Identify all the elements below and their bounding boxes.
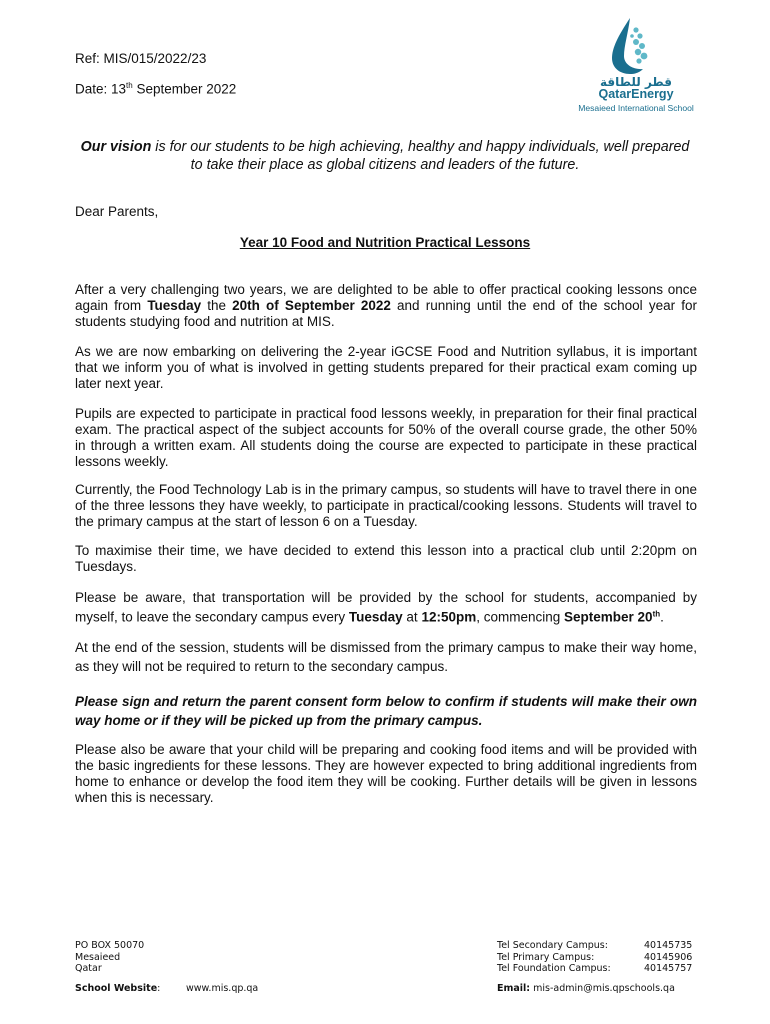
address-line: Mesaieed (75, 951, 121, 963)
vision-statement (75, 138, 695, 174)
phone-number: 40145735 (644, 940, 693, 951)
p1-text-d: and running until the end of the school year for students studying food and nutrition at MIS. (75, 298, 697, 329)
p1-text-a: After a very challenging two years, we are delighted to be able to offer practical cooking lessons once again from (75, 282, 697, 313)
paragraph-ingredients: Please also be aware that your child will be preparing and cooking food items and will be provided with the basic ingredients for these lessons. They are however expected to bring additional ingredients from home to enhance or develop the food item they will be cooking. Further details will be given in lessons when this is necessary. (75, 742, 697, 805)
footer-website-link[interactable]: www.mis.qp.qa (186, 983, 259, 994)
paragraph-club: To maximise their time, we have decided to extend this lesson into a practical club until 2:20pm on Tuesdays. (75, 543, 697, 574)
footer-address (75, 940, 144, 975)
p1-bold-date: 20th of September 2022 (232, 298, 391, 313)
vision-lead: Our vision (80, 139, 152, 155)
p6-superscript: th (652, 609, 661, 618)
phone-number: 40145906 (644, 951, 693, 963)
email-label: Email: (497, 983, 531, 994)
logo-arabic-text: قطر للطاقة (600, 75, 672, 89)
address-line: PO BOX 50070 (75, 940, 145, 951)
p6-text-e: . (660, 609, 664, 625)
phone-label: Tel Foundation Campus: (497, 963, 611, 974)
p6-bold-day: Tuesday (348, 609, 403, 625)
p6-text-a: Please be aware, that transportation will be provided by the school for students, accompanied by myself, to leave the secondary campus every (75, 590, 697, 625)
paragraph-intro (75, 282, 697, 330)
phone-label: Tel Secondary Campus: (497, 940, 608, 951)
letter-title: Year 10 Food and Nutrition Practical Lessons (239, 235, 531, 250)
p6-bold-date: September 20 (564, 609, 653, 625)
address-line: Qatar (75, 963, 102, 974)
reference-number: Ref: MIS/015/2022/23 (75, 51, 207, 66)
p1-bold-day: Tuesday (147, 298, 202, 313)
paragraph-transport (75, 590, 697, 626)
p6-text-c: at (402, 609, 422, 625)
logo-brand-text: QatarEnergy (598, 87, 674, 101)
email-link[interactable]: mis-admin@mis.qpschools.qa (533, 983, 675, 994)
website-label-text: School Website (75, 983, 158, 994)
footer-phone-labels (497, 940, 611, 975)
paragraph-consent-notice: Please sign and return the parent consent form below to confirm if students will make their own way home or if they will be picked up from the primary campus. (75, 694, 697, 728)
p6-bold-time: 12:50pm (421, 609, 477, 625)
letter-date (75, 81, 236, 97)
footer-website-label (75, 983, 160, 995)
phone-label: Tel Primary Campus: (497, 951, 595, 963)
footer-phone-numbers (644, 940, 692, 975)
paragraph-expectations: Pupils are expected to participate in practical food lessons weekly, in preparation for their final practical exam. The practical aspect of the subject accounts for 50% of the overall course grade, the other 50% in through a written exam. All students doing the course are expected to participate in these practical lessons weekly. (75, 406, 697, 469)
qatarenergy-logo (578, 14, 708, 114)
paragraph-syllabus: As we are now embarking on delivering the 2-year iGCSE Food and Nutrition syllabus, it is important that we inform you of what is involved in getting students prepared for their practical exam coming up later next year. (75, 344, 697, 391)
website-label-colon: : (157, 983, 161, 994)
date-superscript: th (126, 81, 133, 90)
footer-email (497, 983, 675, 995)
p6-text-d: , commencing (476, 609, 565, 625)
phone-number: 40145757 (644, 963, 693, 974)
paragraph-location: Currently, the Food Technology Lab is in the primary campus, so students will have to travel there in one of the three lessons they have weekly, to participate in practical/cooking lessons. Students will travel to the primary campus at the start of lesson 6 on a Tuesday. (75, 482, 697, 529)
paragraph-dismissal: At the end of the session, students will be dismissed from the primary campus to make their way home, as they will not be required to return to the secondary campus. (75, 640, 697, 674)
salutation: Dear Parents, (75, 204, 159, 219)
logo-school-text: Mesaieed International School (578, 103, 694, 113)
p1-text-c: the (201, 298, 233, 313)
logo-droplet-icon (578, 14, 708, 114)
vision-rest: is for our students to be high achieving, healthy and happy individuals, well prepared to take their place as global citizens and leaders of the future. (151, 139, 690, 173)
date-suffix: September 2022 (132, 81, 237, 97)
date-prefix: Date: 13 (75, 81, 127, 97)
